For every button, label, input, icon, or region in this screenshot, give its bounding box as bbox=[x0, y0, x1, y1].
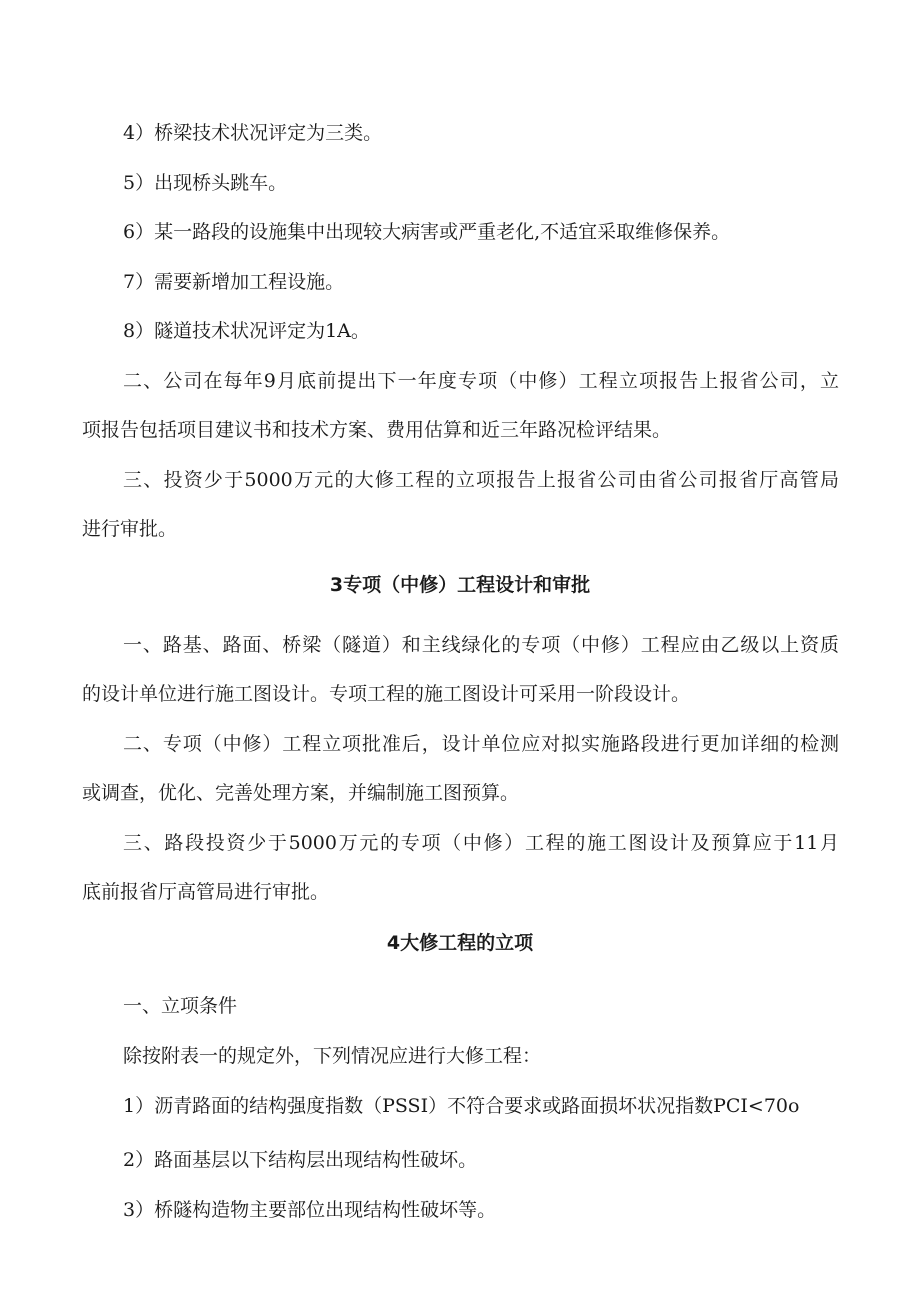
paragraph-line: 的设计单位进行施工图设计。专项工程的施工图设计可采用一阶段设计。 bbox=[82, 683, 691, 705]
paragraph-line: 或调查，优化、完善处理方案，并编制施工图预算。 bbox=[82, 782, 520, 804]
paragraph-line: 二、公司在每年9月底前提出下一年度专项（中修）工程立项报告上报省公司，立 bbox=[123, 370, 839, 392]
paragraph-line: 三、路段投资少于5000万元的专项（中修）工程的施工图设计及预算应于11月 bbox=[123, 832, 839, 854]
list-item: 5）出现桥头跳车。 bbox=[123, 172, 288, 194]
section-heading: 3专项（中修）工程设计和审批 bbox=[329, 574, 591, 596]
paragraph-line: 进行审批。 bbox=[82, 518, 178, 540]
subheading: 一、立项条件 bbox=[123, 995, 238, 1017]
list-item: 1）沥青路面的结构强度指数（PSSI）不符合要求或路面损坏状况指数PCI<70o bbox=[123, 1095, 800, 1117]
paragraph-line: 二、专项（中修）工程立项批准后，设计单位应对拟实施路段进行更加详细的检测 bbox=[123, 733, 839, 755]
paragraph-line: 一、路基、路面、桥梁（隧道）和主线绿化的专项（中修）工程应由乙级以上资质 bbox=[123, 634, 839, 656]
list-item: 4）桥梁技术状况评定为三类。 bbox=[123, 122, 383, 144]
paragraph-line: 底前报省厅高管局进行审批。 bbox=[82, 881, 330, 903]
list-item: 8）隧道技术状况评定为1A。 bbox=[123, 320, 370, 342]
paragraph-line: 除按附表一的规定外，下列情况应进行大修工程： bbox=[123, 1045, 542, 1067]
list-item: 6）某一路段的设施集中出现较大病害或严重老化,不适宜采取维修保养。 bbox=[123, 221, 731, 243]
paragraph-line: 项报告包括项目建议书和技术方案、费用估算和近三年路况检评结果。 bbox=[82, 419, 672, 441]
list-item: 3）桥隧构造物主要部位出现结构性破坏等。 bbox=[123, 1199, 497, 1221]
list-item: 7）需要新增加工程设施。 bbox=[123, 271, 345, 293]
section-heading: 4大修工程的立项 bbox=[386, 932, 534, 954]
paragraph-line: 三、投资少于5000万元的大修工程的立项报告上报省公司由省公司报省厅高管局 bbox=[123, 469, 839, 491]
list-item: 2）路面基层以下结构层出现结构性破坏。 bbox=[123, 1149, 478, 1171]
